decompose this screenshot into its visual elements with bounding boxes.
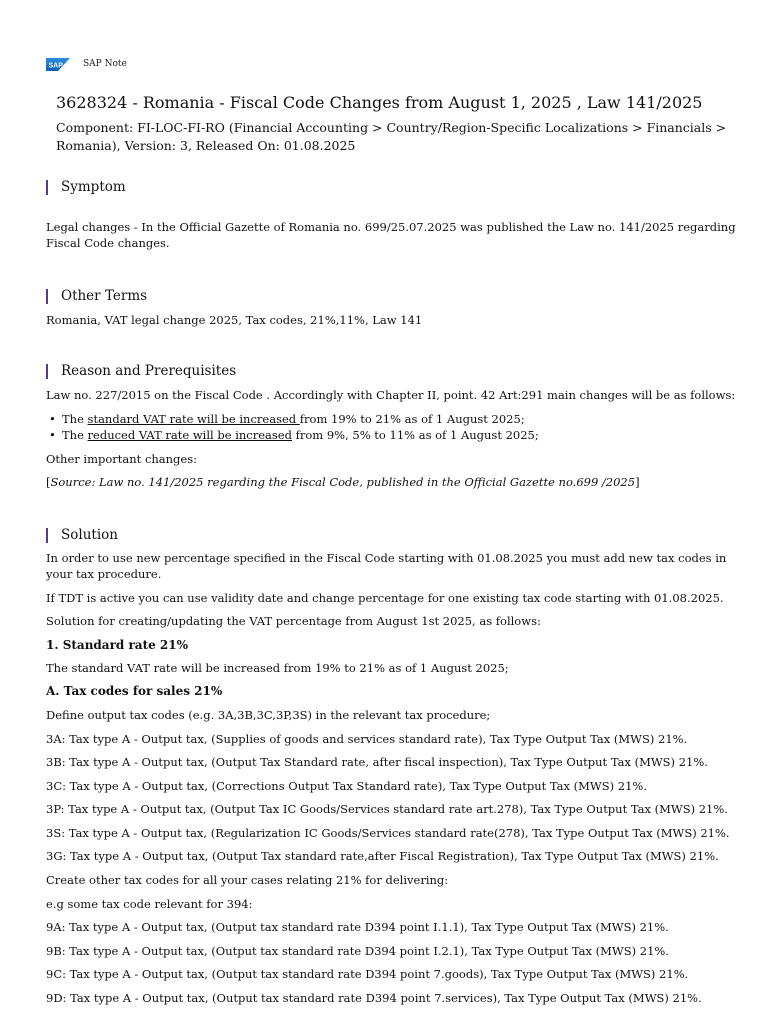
bullet-2-pre: The: [62, 428, 88, 442]
solution-heading-text: Solution: [61, 527, 118, 543]
sap-header: [46, 56, 127, 72]
source-italic: Source: Law no. 141/2025 regarding the Fiscal Code, published in the Official Gazette no.699 /2025: [50, 475, 636, 489]
tax-code-9a: 9A: Tax type A - Output tax, (Output tax standard rate D394 point I.1.1), Tax Type Output Tax (MWS) 21%.: [46, 920, 669, 934]
standard-rate-heading: 1. Standard rate 21%: [46, 638, 189, 652]
bullet-1-link[interactable]: standard VAT rate will be increased: [87, 412, 300, 426]
tax-code-9b: 9B: Tax type A - Output tax, (Output tax standard rate D394 point I.2.1), Tax Type Output Tax (MWS) 21%.: [46, 944, 669, 958]
sap-note-label: SAP Note: [83, 59, 127, 69]
other-terms-text: Romania, VAT legal change 2025, Tax codes, 21%,11%, Law 141: [46, 313, 423, 327]
bullet-1-post: from 19% to 21% as of 1 August 2025;: [299, 412, 525, 426]
symptom-heading-text: Symptom: [61, 179, 126, 195]
reason-bullet-1: [62, 411, 525, 427]
solution-p3: Solution for creating/updating the VAT percentage from August 1st 2025, as follows:: [46, 614, 541, 628]
tax-code-9d: 9D: Tax type A - Output tax, (Output tax standard rate D394 point 7.services), Tax Type Output Tax (MWS) 21%.: [46, 991, 702, 1005]
source-text: [46, 474, 736, 490]
tax-code-9c: 9C: Tax type A - Output tax, (Output tax standard rate D394 point 7.goods), Tax Type Output Tax (MWS) 21%.: [46, 967, 689, 981]
reason-heading: [46, 362, 236, 380]
tax-codes-sales-heading: A. Tax codes for sales 21%: [46, 684, 223, 698]
section-bar: [46, 289, 48, 304]
tax-code-3a: 3A: Tax type A - Output tax, (Supplies of goods and services standard rate), Tax Type Output Tax (MWS) 21%.: [46, 732, 688, 746]
other-changes-text: Other important changes:: [46, 452, 197, 466]
solution-p4: The standard VAT rate will be increased from 19% to 21% as of 1 August 2025;: [46, 661, 509, 675]
tax-code-3c: 3C: Tax type A - Output tax, (Corrections Output Tax Standard rate), Tax Type Output Tax (MWS) 21%.: [46, 779, 647, 793]
sap-logo-icon: [46, 58, 70, 71]
tax-code-3s: 3S: Tax type A - Output tax, (Regularization IC Goods/Services standard rate(278), Tax Type Output Tax (MWS) 21%.: [46, 826, 730, 840]
note-title: 3628324 - Romania - Fiscal Code Changes from August 1, 2025 , Law 141/2025: [56, 93, 703, 112]
reason-heading-text: Reason and Prerequisites: [61, 363, 237, 379]
other-terms-heading: [46, 287, 147, 305]
solution-p7: e.g some tax code relevant for 394:: [46, 897, 253, 911]
reason-intro: Law no. 227/2015 on the Fiscal Code . Accordingly with Chapter II, point. 42 Art:291 main changes will be as follows:: [46, 388, 736, 402]
tax-code-3p: 3P: Tax type A - Output tax, (Output Tax IC Goods/Services standard rate art.278), Tax Type Output Tax (MWS) 21%.: [46, 802, 728, 816]
svg-text:SAP: SAP: [48, 62, 63, 69]
solution-p5: Define output tax codes (e.g. 3A,3B,3C,3P,3S) in the relevant tax procedure;: [46, 708, 491, 722]
section-bar: [46, 528, 48, 543]
note-meta: Component: FI-LOC-FI-RO (Financial Accounting > Country/Region-Specific Localizations > Financials > Romania), Version: 3, Released On: 01.08.2025: [56, 120, 727, 153]
tax-code-3b: 3B: Tax type A - Output tax, (Output Tax Standard rate, after fiscal inspection), Tax Type Output Tax (MWS) 21%.: [46, 755, 708, 769]
reason-bullet-2: [62, 427, 539, 443]
solution-p2: If TDT is active you can use validity date and change percentage for one existing tax code starting with 01.08.2025.: [46, 591, 724, 605]
solution-p1: In order to use new percentage specified in the Fiscal Code starting with 01.08.2025 you must add new tax codes in your tax procedure.: [46, 551, 727, 581]
section-bar: [46, 180, 48, 195]
solution-p6: Create other tax codes for all your cases relating 21% for delivering:: [46, 873, 449, 887]
bullet-2-link[interactable]: reduced VAT rate will be increased: [87, 428, 292, 442]
bullet-2-post: from 9%, 5% to 11% as of 1 August 2025;: [291, 428, 539, 442]
tax-code-3g: 3G: Tax type A - Output tax, (Output Tax standard rate,after Fiscal Registration), Tax Type Output Tax (MWS) 21%.: [46, 849, 719, 863]
bullet-1-pre: The: [62, 412, 88, 426]
symptom-text: Legal changes - In the Official Gazette of Romania no. 699/25.07.2025 was published the Law no. 141/2025 regarding Fiscal Code changes.: [46, 220, 736, 250]
section-bar: [46, 364, 48, 379]
symptom-heading: [46, 178, 126, 196]
solution-heading: [46, 526, 118, 544]
other-terms-heading-text: Other Terms: [61, 288, 148, 304]
source-close: ]: [635, 475, 640, 489]
source-open: [: [46, 475, 51, 489]
